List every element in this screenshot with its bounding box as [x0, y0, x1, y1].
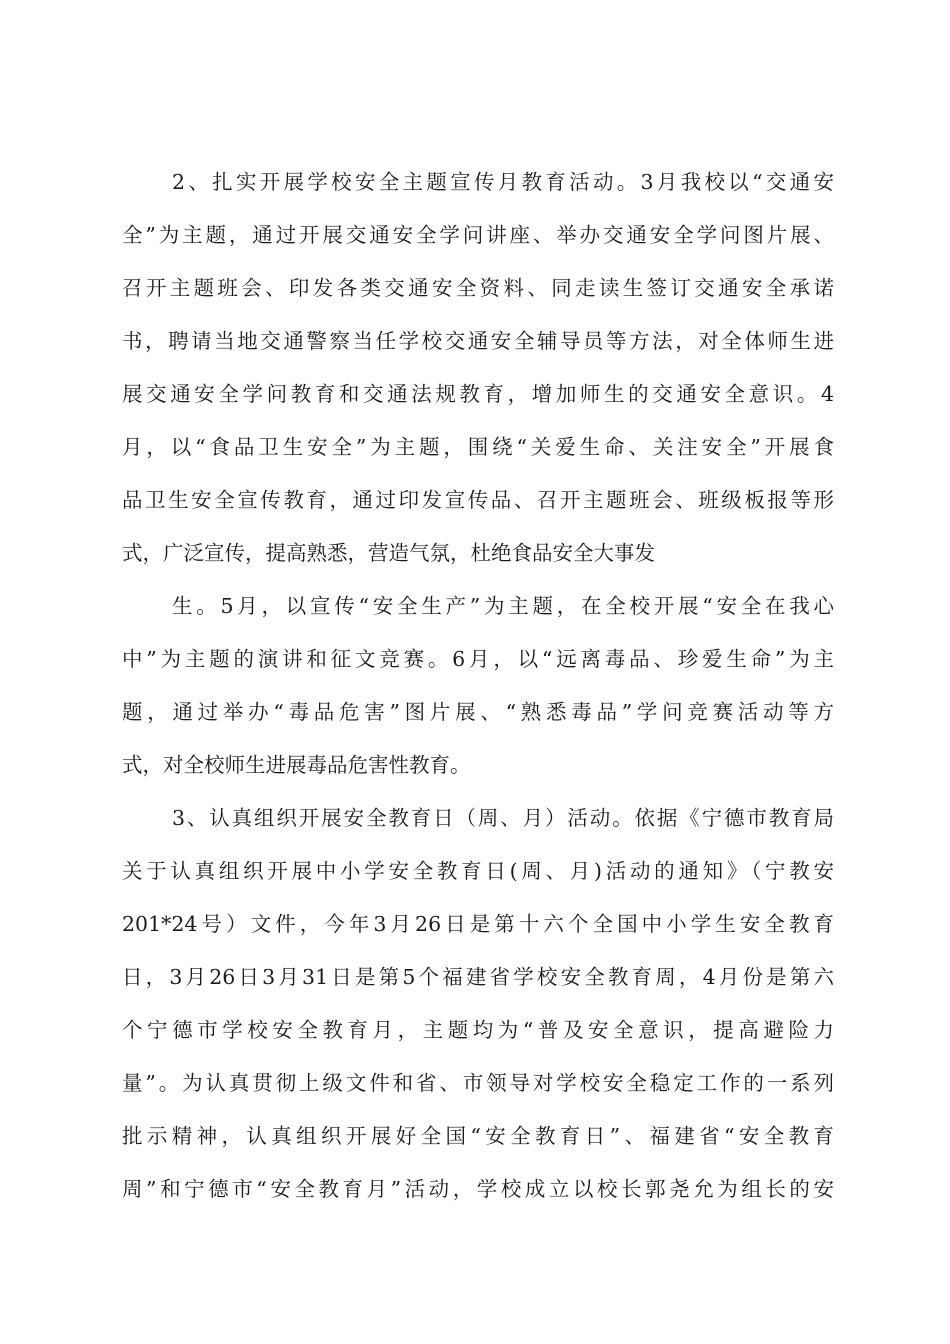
text-line: 品卫生安全宣传教育，通过印发宣传品、召开主题班会、班级板报等形	[122, 488, 834, 512]
text-line: 展交通安全学问教育和交通法规教育，增加师生的交通安全意识。4	[122, 382, 834, 406]
text-line: 周”和宁德市“安全教育月”活动，学校成立以校长郭尧允为组长的安	[122, 1177, 834, 1201]
text-line: 题，通过举办“毒品危害”图片展、“熟悉毒品”学问竞赛活动等方	[122, 700, 834, 724]
text-line: 个宁德市学校安全教育月，主题均为“普及安全意识，提高避险力	[122, 1018, 834, 1042]
text-line: 式，对全校师生进展毒品危害性教育。	[122, 753, 471, 777]
text-line: 召开主题班会、印发各类交通安全资料、同走读生签订交通安全承诺	[122, 276, 834, 300]
text-line: 全”为主题，通过开展交通安全学问讲座、举办交通安全学问图片展、	[122, 223, 834, 247]
text-line: 量”。为认真贯彻上级文件和省、市领导对学校安全稳定工作的一系列	[122, 1071, 834, 1095]
text-line: 3、认真组织开展安全教育日（周、月）活动。依据《宁德市教育局	[172, 806, 834, 830]
text-line: 月，以“食品卫生安全”为主题，围绕“关爱生命、关注安全”开展食	[122, 435, 834, 459]
text-line: 关于认真组织开展中小学安全教育日(周、月)活动的通知》（宁教安	[122, 859, 834, 883]
text-line: 式，广泛宣传，提高熟悉，营造气氛，杜绝食品安全大事发	[122, 541, 655, 565]
text-line: 批示精神，认真组织开展好全国“安全教育日”、福建省“安全教育	[122, 1124, 834, 1148]
text-line: 2、扎实开展学校安全主题宣传月教育活动。3月我校以“交通安	[172, 170, 834, 194]
text-line: 生。5月，以宣传“安全生产”为主题，在全校开展“安全在我心	[172, 594, 834, 618]
text-line: 201*24号）文件，今年3月26日是第十六个全国中小学生安全教育	[122, 912, 834, 936]
text-line: 日，3月26日3月31日是第5个福建省学校安全教育周，4月份是第六	[122, 965, 834, 989]
text-line: 书，聘请当地交通警察当任学校交通安全辅导员等方法，对全体师生进	[122, 329, 834, 353]
text-line: 中”为主题的演讲和征文竞赛。6月，以“远离毒品、珍爱生命”为主	[122, 647, 834, 671]
